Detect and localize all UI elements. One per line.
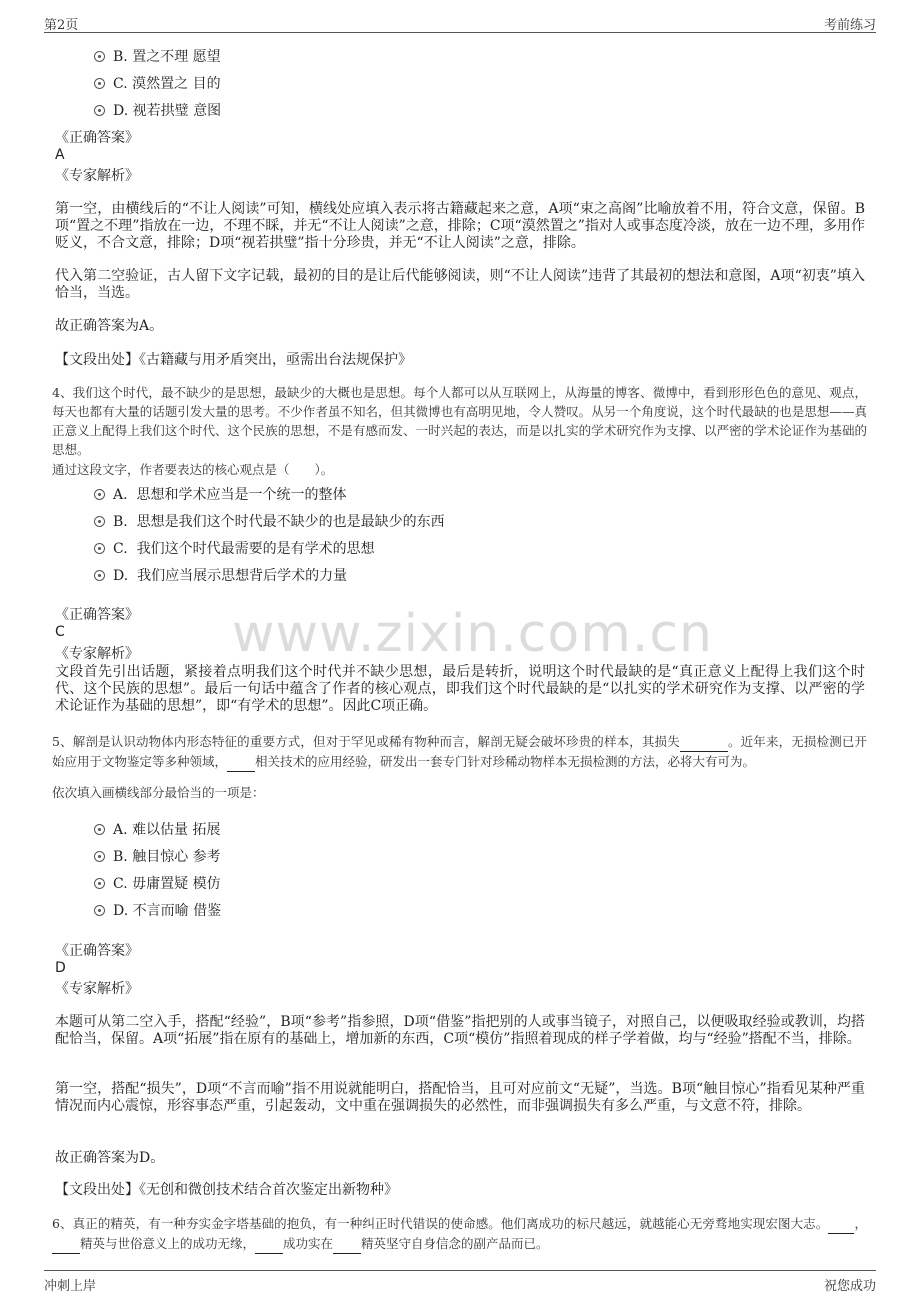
q3-option-c[interactable]: C. 漠然置之 目的 <box>94 73 221 93</box>
radio-icon[interactable] <box>94 878 105 889</box>
radio-icon[interactable] <box>94 51 105 62</box>
q5-option-a[interactable]: A. 难以估量 拓展 <box>94 819 220 839</box>
footer-left: 冲刺上岸 <box>44 1279 97 1294</box>
q4-option-a[interactable]: A. 思想和学术应当是一个统一的整体 <box>94 484 346 504</box>
q5-blank-1[interactable] <box>680 732 728 752</box>
page-header <box>44 12 876 33</box>
q4-option-b[interactable]: B. 思想是我们这个时代最不缺少的也是最缺少的东西 <box>94 511 445 531</box>
footer-right: 祝您成功 <box>823 1279 876 1294</box>
q6-blank-4[interactable] <box>333 1234 361 1254</box>
q4-analysis-label: 《专家解析》 <box>55 646 139 662</box>
q5-option-c[interactable]: C. 毋庸置疑 模仿 <box>94 873 221 893</box>
radio-icon[interactable] <box>94 105 105 116</box>
radio-icon[interactable] <box>94 824 105 835</box>
q3-option-b[interactable]: B. 置之不理 愿望 <box>94 46 221 66</box>
q5-source: 【文段出处】《无创和微创技术结合首次鉴定出新物种》 <box>55 1182 398 1198</box>
q6-stem: 6、真正的精英，有一种夯实金字塔基础的抱负，有一种纠正时代错误的使命感。他们离成功的标尺越远，就越能心无旁骛地实现宏图大志。 ， 精英与世俗意义上的成功无缘， 成功实在 精英坚守自身信念的副产品而已。 <box>52 1214 867 1254</box>
radio-icon[interactable] <box>94 851 105 862</box>
q4-option-c[interactable]: C. 我们这个时代最需要的是有学术的思想 <box>94 538 375 558</box>
radio-icon[interactable] <box>94 543 105 554</box>
q6-blank-1[interactable] <box>828 1214 854 1234</box>
q3-source: 【文段出处】《古籍藏与用矛盾突出，亟需出台法规保护》 <box>55 352 412 368</box>
page-number: 第2页 <box>44 18 79 33</box>
q5-analysis-p1: 本题可从第二空入手，搭配“经验”，B项“参考”指参照，D项“借鉴”指把别的人或事当镜子，对照自己，以便吸取经验或教训，均搭配恰当，保留。A项“拓展”指在原有的基础上，增加新的东西，C项“模仿”指照着现成的样子学着做，均与“经验”搭配不当，排除。 <box>55 1014 865 1047</box>
q5-stem: 5、解剖是认识动物体内形态特征的重要方式，但对于罕见或稀有物种而言，解剖无疑会破坏珍贵的样本，其损失 。近年来，无损检测已开始应用于文物鉴定等多种领域， 相关技术的应用经验，研发出一套专门针对珍稀动物样本无损检测的方法，必将大有可为。 <box>52 732 867 772</box>
q3-analysis-p1: 第一空，由横线后的“不让人阅读”可知，横线处应填入表示将古籍藏起来之意，A项“束之高阁”比喻放着不用，符合文意，保留。B项“置之不理”指放在一边，不理不睬，并无“不让人阅读”之意，排除；C项“漠然置之”指对人或事态度冷淡，放在一边不理，多用作贬义，不合文意，排除；D项“视若拱璧”指十分珍贵，并无“不让人阅读”之意，排除。 <box>55 201 865 251</box>
page-footer <box>44 1270 876 1295</box>
q6-blank-2[interactable] <box>52 1234 80 1254</box>
q4-answer: C <box>55 624 65 640</box>
q5-option-b[interactable]: B. 触目惊心 参考 <box>94 846 221 866</box>
q3-conclusion: 故正确答案为A。 <box>55 318 164 334</box>
q3-analysis-label: 《专家解析》 <box>55 168 139 184</box>
q4-answer-label: 《正确答案》 <box>55 607 139 623</box>
radio-icon[interactable] <box>94 78 105 89</box>
q5-question: 依次填入画横线部分最恰当的一项是： <box>52 785 265 800</box>
q5-conclusion: 故正确答案为D。 <box>55 1150 165 1166</box>
q5-blank-2[interactable] <box>227 752 255 772</box>
watermark: www.zixin.com.cn <box>232 604 713 664</box>
q5-answer: D <box>55 960 66 976</box>
q3-analysis-p2: 代入第二空验证，古人留下文字记载，最初的目的是让后代能够阅读，则“不让人阅读”违背了其最初的想法和意图，A项“初衷”填入恰当，当选。 <box>55 268 865 301</box>
header-title: 考前练习 <box>823 18 876 33</box>
q5-analysis-label: 《专家解析》 <box>55 981 139 997</box>
radio-icon[interactable] <box>94 516 105 527</box>
q5-analysis-p2: 第一空，搭配“损失”，D项“不言而喻”指不用说就能明白，搭配恰当，且可对应前文“无疑”，当选。B项“触目惊心”指看见某种严重情况而内心震惊，形容事态严重，引起轰动，文中重在强调损失的必然性，而非强调损失有多么严重，与文意不符，排除。 <box>55 1081 865 1114</box>
q4-stem: 4、我们这个时代，最不缺少的是思想，最缺少的大概也是思想。每个人都可以从互联网上，从海量的博客、微博中，看到形形色色的意见、观点，每天也都有大量的话题引发大量的思考。不少作者虽不知名，但其微博也有高明见地，令人赞叹。从另一个角度说，这个时代最缺的也是思想——真正意义上配得上我们这个时代、这个民族的思想，不是有感而发、一时兴起的表达，而是以扎实的学术研究作为支撑、以严密的学术论证作为基础的思想。 <box>52 385 867 457</box>
q3-answer: A <box>55 147 65 163</box>
q4-question: 通过这段文字，作者要表达的核心观点是（ ）。 <box>52 462 334 477</box>
q5-answer-label: 《正确答案》 <box>55 943 139 959</box>
q4-option-d[interactable]: D. 我们应当展示思想背后学术的力量 <box>94 565 347 585</box>
q3-answer-label: 《正确答案》 <box>55 130 139 146</box>
radio-icon[interactable] <box>94 489 105 500</box>
radio-icon[interactable] <box>94 905 105 916</box>
q5-option-d[interactable]: D. 不言而喻 借鉴 <box>94 900 221 920</box>
radio-icon[interactable] <box>94 570 105 581</box>
q3-option-d[interactable]: D. 视若拱璧 意图 <box>94 100 221 120</box>
q4-analysis: 文段首先引出话题，紧接着点明我们这个时代并不缺少思想，最后是转折，说明这个时代最缺的是“真正意义上配得上我们这个时代、这个民族的思想”。最后一句话中蕴含了作者的核心观点，即我们这个时代最缺的是“以扎实的学术研究作为支撑、以严密的学术论证作为基础的思想”，即“有学术的思想”。因此C项正确。 <box>55 664 865 714</box>
q6-blank-3[interactable] <box>255 1234 283 1254</box>
